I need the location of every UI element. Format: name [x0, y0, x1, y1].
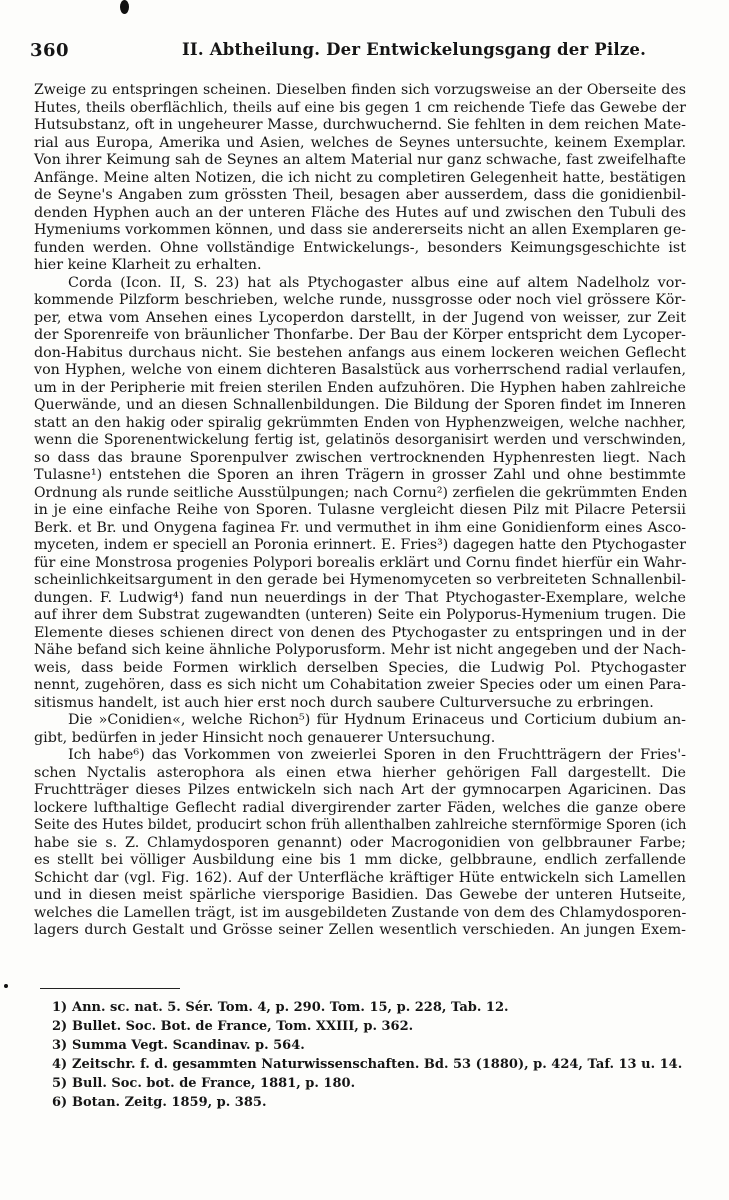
text-line: auf ihrer dem Substrat zugewandten (unteren) Seite ein Polyporus-Hymenium trugen. Die: [34, 607, 686, 623]
text-line: für eine Monstrosa progenies Polypori borealis erklärt und Cornu findet hierfür ein Wahr-: [34, 554, 687, 571]
text-line: es stellt bei völliger Ausbildung eine bis 1 mm dicke, gelbbraune, endlich zerfallende: [34, 852, 686, 868]
text-line: Tulasne¹) entstehen die Sporen an ihren Trägern in grosser Zahl und ohne bestimmte: [34, 467, 686, 483]
text-line: de Seyne's Angaben zum grössten Theil, besagen aber ausserdem, dass die gonidienbil-: [34, 187, 686, 203]
body-text: [34, 82, 686, 940]
text-line: Elemente dieses schienen direct von denen des Ptychogaster zu entspringen und in der: [34, 624, 686, 641]
page-number: 360: [30, 40, 70, 61]
text-line: gibt, bedürfen in jeder Hinsicht noch genauerer Untersuchung.: [34, 729, 496, 746]
text-line: in je eine einfache Reihe von Sporen. Tulasne vergleicht diesen Pilz mit Pilacre Petersii: [34, 502, 686, 518]
footnote-text: Zeitschr. f. d. gesammten Naturwissenschaften. Bd. 53 (1880), p. 424, Taf. 13 u. 14.: [72, 1057, 683, 1072]
text-line: lagers durch Gestalt und Grösse seiner Zellen wesentlich verschieden. An jungen Exem-: [34, 922, 686, 938]
page-header: [30, 38, 680, 62]
text-line: rial aus Europa, Amerika und Asien, welches de Seynes untersuchte, keinem Exemplar.: [34, 134, 686, 151]
text-line: Seite des Hutes bildet, producirt schon früh allenthalben zahlreiche sternförmige Sporen (ich: [34, 817, 687, 833]
text-line: welches die Lamellen trägt, ist im ausgebildeten Zustande von dem des Chlamydosporen-: [34, 904, 687, 921]
text-line: Hutsubstanz, oft in ungeheurer Masse, durchwuchernd. Sie fehlten in dem reichen Mate-: [34, 117, 686, 133]
text-line: denden Hyphen auch an der unteren Fläche des Hutes auf und zwischen den Tubuli des: [34, 204, 686, 221]
footnote: [52, 1055, 692, 1074]
footnote-mark: 3): [52, 1038, 68, 1053]
text-line: um in der Peripherie mit freien sterilen Enden aufzuhören. Die Hyphen haben zahlreiche: [34, 379, 686, 396]
footnote: [52, 1036, 692, 1055]
footnote-mark: 1): [52, 1000, 68, 1015]
footnote-mark: 2): [52, 1019, 68, 1034]
text-line: so dass das braune Sporenpulver zwischen vertrocknenden Hyphenresten liegt. Nach: [34, 449, 686, 466]
text-line: Corda (Icon. II, S. 23) hat als Ptychogaster albus eine auf altem Nadelholz vor-: [68, 274, 686, 291]
text-line: Die »Conidien«, welche Richon⁵) für Hydnum Erinaceus und Corticium dubium an-: [68, 712, 686, 728]
footnote-text: Ann. sc. nat. 5. Sér. Tom. 4, p. 290. Tom. 15, p. 228, Tab. 12.: [72, 1000, 509, 1015]
text-line: wenn die Sporenentwickelung fertig ist, gelatinös desorganisirt werden und verschwinden,: [34, 432, 686, 448]
text-line: don-Habitus durchaus nicht. Sie bestehen anfangs aus einem lockeren weichen Geflecht: [34, 344, 686, 361]
text-line: Querwände, und an diesen Schnallenbildungen. Die Bildung der Sporen findet im Inneren: [34, 397, 686, 413]
footnote-text: Bull. Soc. bot. de France, 1881, p. 180.: [72, 1076, 356, 1091]
text-line: myceten, indem er speciell an Poronia erinnert. E. Fries³) dagegen hatte den Ptychogaster: [34, 537, 686, 553]
text-line: Hutes, theils oberflächlich, theils auf eine bis gegen 1 cm reichende Tiefe das Gewebe der: [34, 99, 686, 116]
text-line: von Hyphen, welche von einem dichteren Basalstück aus vorherrschend radial verlaufen,: [34, 362, 686, 378]
text-line: kommende Pilzform beschrieben, welche runde, nussgrosse oder noch viel grössere Kör-: [34, 292, 686, 308]
text-line: und in diesen meist spärliche viersporige Basidien. Das Gewebe der unteren Hutseite,: [34, 887, 686, 903]
text-line: nennt, zugehören, dass es sich nicht um Cohabitation zweier Species oder um einen Para-: [34, 677, 686, 693]
text-line: Berk. et Br. und Onygena faginea Fr. und vermuthet in ihm eine Gonidienform eines Asco-: [34, 519, 686, 536]
footnote-mark: 4): [52, 1057, 68, 1072]
footnotes: [52, 998, 692, 1112]
text-line: scheinlichkeitsargument in den gerade bei Hymenomyceten so verbreiteten Schnallenbil-: [34, 572, 686, 588]
text-line: funden werden. Ohne vollständige Entwickelungs-, besonders Keimungsgeschichte ist: [34, 239, 686, 256]
text-line: Ordnung als runde seitliche Ausstülpungen; nach Cornu²) zerfielen die gekrümmten Enden: [34, 484, 688, 501]
text-line: schen Nyctalis asterophora als einen etwa hierher gehörigen Fall dargestellt. Die: [34, 764, 686, 781]
footnote: [52, 998, 692, 1017]
footnote-text: Summa Vegt. Scandinav. p. 564.: [72, 1038, 305, 1053]
text-line: habe sie s. Z. Chlamydosporen genannt) oder Macrogonidien von gelbbrauner Farbe;: [34, 834, 686, 851]
text-line: der Sporenreife von bräunlicher Thonfarbe. Der Bau der Körper entspricht dem Lycoper-: [34, 327, 686, 343]
text-line: Anfänge. Meine alten Notizen, die ich nicht zu completiren Gelegenheit hatte, bestätigen: [34, 169, 686, 186]
footnote-text: Bullet. Soc. Bot. de France, Tom. XXIII, p. 362.: [72, 1019, 414, 1034]
footnote-text: Botan. Zeitg. 1859, p. 385.: [72, 1095, 267, 1110]
text-line: sitismus handelt, ist auch hier erst noch durch saubere Culturversuche zu erbringen.: [34, 694, 654, 711]
text-line: statt an den hakig oder spiralig gekrümmten Enden von Hyphenzweigen, welche nachher,: [34, 414, 686, 431]
text-line: Schicht dar (vgl. Fig. 162). Auf der Unterfläche kräftiger Hüte entwickeln sich Lamellen: [34, 869, 686, 886]
text-line: Ich habe⁶) das Vorkommen von zweierlei Sporen in den Fruchtträgern der Fries'-: [68, 747, 686, 763]
text-line: Von ihrer Keimung sah de Seynes an altem Material nur ganz schwache, fast zweifelhafte: [34, 152, 686, 168]
ink-speck: [120, 0, 129, 14]
footnote-mark: 6): [52, 1095, 68, 1110]
text-line: weis, dass beide Formen wirklich derselben Species, die Ludwig Pol. Ptychogaster: [34, 659, 686, 676]
footnote-divider: [40, 988, 180, 989]
text-line: dungen. F. Ludwig⁴) fand nun neuerdings in der That Ptychogaster-Exemplare, welche: [34, 589, 686, 606]
text-line: Nähe befand sich keine ähnliche Polyporusform. Mehr ist nicht angegeben und der Nach-: [34, 642, 686, 658]
footnote: [52, 1093, 692, 1112]
running-head: II. Abtheilung. Der Entwickelungsgang der Pilze.: [182, 40, 647, 59]
footnote-mark: 5): [52, 1076, 68, 1091]
footnote: [52, 1017, 692, 1036]
text-line: lockere lufthaltige Geflecht radial divergirender zarter Fäden, welches die ganze obere: [34, 799, 686, 816]
text-line: per, etwa vom Ansehen eines Lycoperdon darstellt, in der Jugend von weisser, zur Zeit: [34, 309, 686, 326]
ink-speck: [4, 984, 8, 988]
text-line: Fruchtträger dieses Pilzes entwickeln sich nach Art der gymnocarpen Agaricinen. Das: [34, 782, 686, 798]
text-line: hier keine Klarheit zu erhalten.: [34, 257, 262, 273]
footnote: [52, 1074, 692, 1093]
text-line: Zweige zu entspringen scheinen. Dieselben finden sich vorzugsweise an der Oberseite des: [34, 82, 686, 98]
text-line: Hymeniums vorkommen können, und dass sie andererseits nicht an allen Exemplaren ge-: [34, 222, 686, 238]
